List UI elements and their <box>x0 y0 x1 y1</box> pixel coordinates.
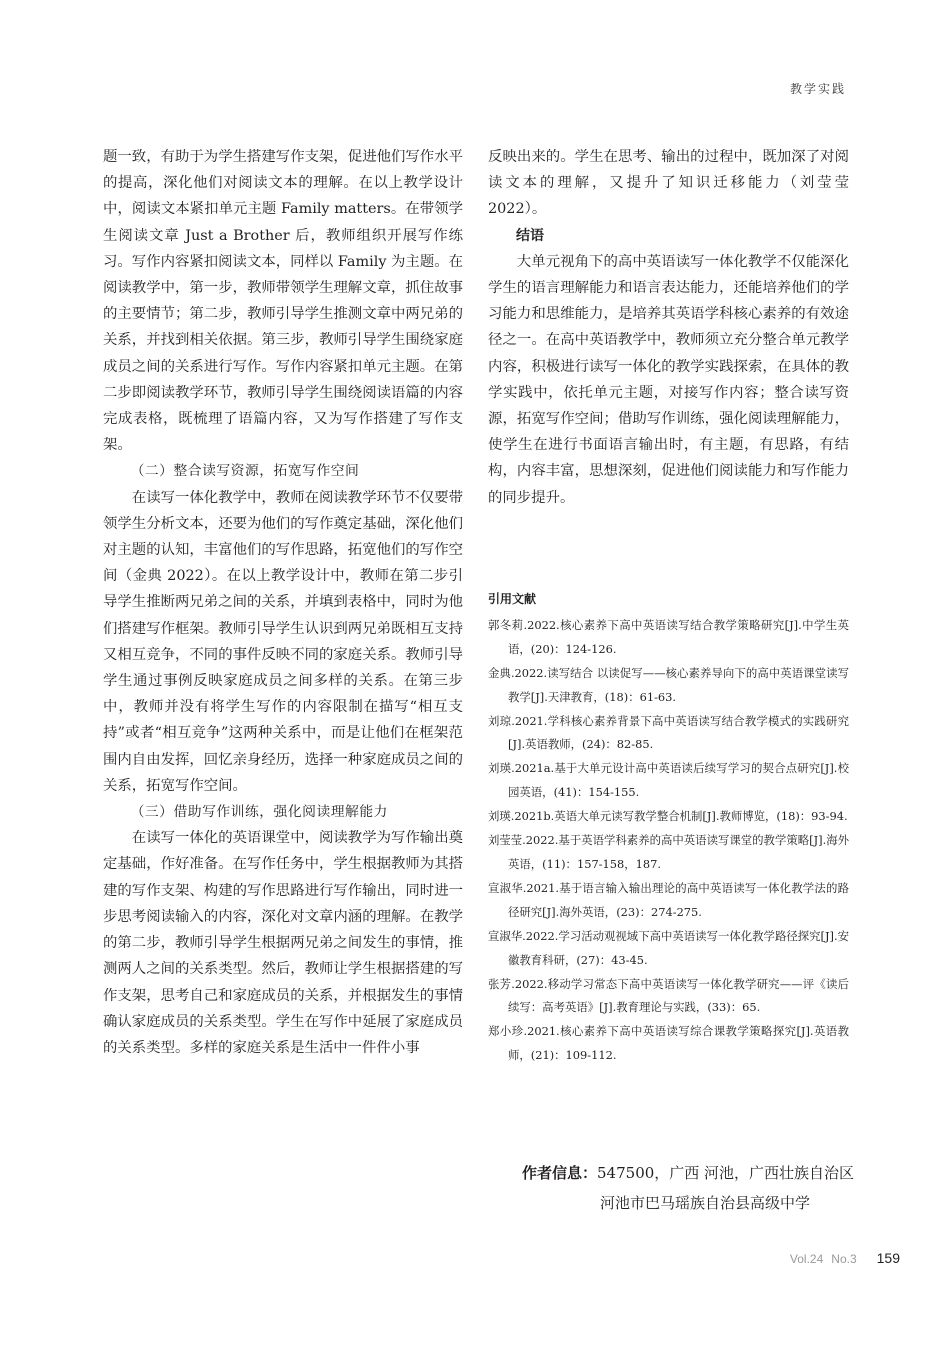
reference-item: 郑小珍.2021.核心素养下高中英语读写综合课教学策略探究[J].英语教师，(21)：109-112. <box>488 1024 849 1063</box>
reference-item: 宣淑华.2021.基于语言输入输出理论的高中英语读写一体化教学法的路径研究[J].海外英语，(23)：274-275. <box>488 880 849 919</box>
subheading-3: （三）借助写作训练，强化阅读理解能力 <box>130 804 388 821</box>
section-label: 教学实践 <box>789 82 846 96</box>
reference-item: 张芳.2022.移动学习常态下高中英语读写一体化教学研究——评《读后续写：高考英语》[J].教育理论与实践，(33)：65. <box>488 976 849 1015</box>
reference-item: 郭冬莉.2022.核心素养下高中英语读写结合教学策略研究[J].中学生英语，(20)：124-126. <box>488 617 849 656</box>
references-section <box>488 588 849 1068</box>
author-info <box>522 1158 862 1218</box>
reference-item: 刘瑛.2021b.英语大单元读写教学整合机制[J].教师博览，(18)：93-94. <box>488 809 848 824</box>
reference-item: 刘莹莹.2022.基于英语学科素养的高中英语读写课堂的教学策略[J].海外英语，(11)：157-158，187. <box>488 833 849 871</box>
subheading-2: （二）整合读写资源，拓宽写作空间 <box>130 463 360 480</box>
reference-item: 宣淑华.2022.学习活动观视域下高中英语读写一体化教学路径探究[J].安徽教育科研，(27)：43-45. <box>488 928 849 967</box>
right-column <box>488 144 849 511</box>
reference-item: 刘琼.2021.学科核心素养背景下高中英语读写结合教学模式的实践研究[J].英语教师，(24)：82-85. <box>488 713 849 752</box>
conclusion-heading: 结语 <box>516 227 544 244</box>
author-line-1 <box>522 1158 862 1188</box>
issue-label: No.3 <box>831 1252 857 1266</box>
reference-item: 金典.2022.读写结合 以读促写——核心素养导向下的高中英语课堂读写教学[J].天津教育，(18)：61-63. <box>488 665 849 704</box>
paragraph-continued-right: 反映出来的。学生在思考、输出的过程中，既加深了对阅读文本的理解，又提升了知识迁移能力（刘莹莹 2022）。 <box>488 149 849 218</box>
left-column <box>103 144 463 1061</box>
page-footer <box>790 1250 900 1266</box>
paragraph-continued: 题一致，有助于为学生搭建写作支架，促进他们写作水平的提高，深化他们对阅读文本的理解。在以上教学设计中，阅读文本紧扣单元主题 Family matters。在带领学生阅读文章 Just a Brother 后，教师组织开展写作练习。写作内容紧扣阅读文本，同样以 Family 为主题。在阅读教学中，第一步，教师带领学生理解文章，抓住故事的主要情节；第二步，教师引导学生推测文章中两兄弟的关系，并找到相关依据。第三步，教师引导学生围绕家庭成员之间的关系进行写作。写作内容紧扣单元主题。在第二步即阅读教学环节，教师引导学生围绕阅读语篇的内容完成表格，既梳理了语篇内容，又为写作搭建了写作支架。 <box>103 149 463 454</box>
page-number: 159 <box>876 1250 900 1266</box>
conclusion-paragraph: 大单元视角下的高中英语读写一体化教学不仅能深化学生的语言理解能力和语言表达能力，还能培养他们的学习能力和思维能力，是培养其英语学科核心素养的有效途径之一。在高中英语教学中，教师须立充分整合单元教学内容，积极进行读写一体化的教学实践探索，在具体的教学实践中，依托单元主题，对接写作内容；整合读写资源，拓宽写作空间；借助写作训练，强化阅读理解能力，使学生在进行书面语言输出时，有主题，有思路，有结构，内容丰富，思想深刻，促进他们阅读能力和写作能力的同步提升。 <box>488 253 849 506</box>
reference-item: 刘瑛.2021a.基于大单元设计高中英语读后续写学习的契合点研究[J].校园英语，(41)：154-155. <box>488 761 849 800</box>
paragraph-2: 在读写一体化教学中，教师在阅读教学环节不仅要带领学生分析文本，还要为他们的写作奠定基础，深化他们对主题的认知，丰富他们的写作思路，拓宽他们的写作空间（金典 2022）。在以上教学设计中，教师在第二步引导学生推断两兄弟之间的关系，并填到表格中，同时为他们搭建写作框架。教师引导学生认识到两兄弟既相互支持又相互竞争，不同的事件反映不同的家庭关系。教师引导学生通过事例反映家庭成员之间多样的关系。在第三步中，教师并没有将学生写作的内容限制在描写“相互支持”或者“相互竞争”这两种关系中，而是让他们在框架范围内自由发挥，回忆亲身经历，选择一种家庭成员之间的关系，拓宽写作空间。 <box>103 489 463 794</box>
author-label: 作者信息： <box>522 1164 598 1182</box>
paragraph-3: 在读写一体化的英语课堂中，阅读教学为写作输出奠定基础，作好准备。在写作任务中，学生根据教师为其搭建的写作支架、构建的写作思路进行写作输出，同时进一步思考阅读输入的内容，深化对文章内涵的理解。在教学的第二步，教师引导学生根据两兄弟之间发生的事情，推测两人之间的关系类型。然后，教师让学生根据搭建的写作支架，思考自己和家庭成员的关系，并根据发生的事情确认家庭成员的关系类型。学生在写作中延展了家庭成员的关系类型。多样的家庭关系是生活中一件件小事 <box>103 830 463 1056</box>
volume-label: Vol.24 <box>789 1252 824 1266</box>
author-address-2: 河池市巴马瑶族自治县高级中学 <box>600 1194 811 1212</box>
references-title: 引用文献 <box>488 592 537 606</box>
author-address-1: 547500，广西 河池，广西壮族自治区 <box>597 1164 855 1182</box>
